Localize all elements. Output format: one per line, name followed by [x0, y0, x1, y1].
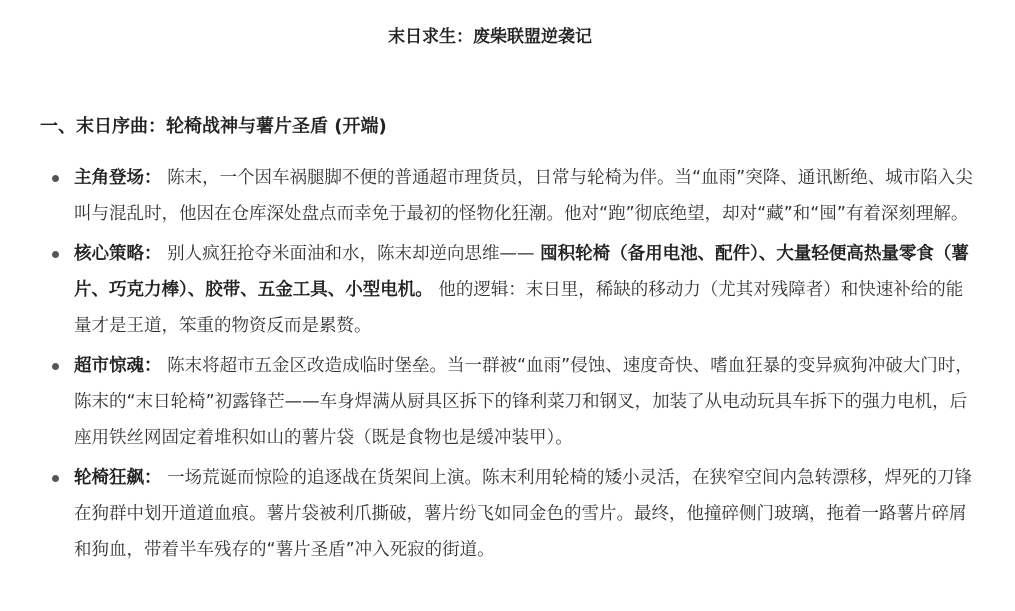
- item-text: 他的逻辑：末日里，稀缺的移动力（尤其对残障者）和快速补给的能量才是王道，笨重的物资反而是累赘。: [74, 280, 964, 336]
- item-bold-text: 囤积轮椅（备用电池、配件）、大量轻便高热量零食（薯片、巧克力棒）、胶带、五金工具、小型电机。: [74, 244, 969, 300]
- item-label: 超市惊魂：: [74, 356, 162, 376]
- item-text: 陈末将超市五金区改造成临时堡垒。当一群被“血雨”侵蚀、速度奇快、嗜血狂暴的变异疯狗冲破大门时，陈末的“末日轮椅”初露锋芒——车身焊满从厨具区拆下的锋利菜刀和钢叉，加装了从电动玩具车拆下的强力电机，后座用铁丝网固定着堆积如山的薯片袋（既是食物也是缓冲装甲）。: [74, 356, 973, 448]
- item-label: 主角登场：: [74, 168, 162, 188]
- list-item-supermarket: [0, 348, 1015, 456]
- item-label: 核心策略：: [74, 244, 162, 264]
- list-item-protagonist: [0, 160, 1015, 232]
- item-text: 别人疯狂抢夺米面油和水，陈末却逆向思维——: [161, 244, 541, 264]
- item-text: 一场荒诞而惊险的追逐战在货架间上演。陈末利用轮椅的矮小灵活，在狭窄空间内急转漂移，焊死的刀锋在狗群中划开道道血痕。薯片袋被利爪撕破，薯片纷飞如同金色的雪片。最终，他撞碎侧门玻璃，拖着一路薯片碎屑和狗血，带着半车残存的“薯片圣盾”冲入死寂的街道。: [74, 468, 973, 560]
- list-item-wheelchair-chase: [0, 460, 1015, 568]
- document-title: 末日求生：废柴联盟逆袭记: [388, 27, 592, 47]
- section-heading: 一、末日序曲：轮椅战神与薯片圣盾 (开端): [40, 116, 387, 137]
- bullet-dot-icon: [52, 475, 59, 482]
- bullet-dot-icon: [52, 363, 59, 370]
- bullet-dot-icon: [52, 251, 59, 258]
- item-label: 轮椅狂飙：: [74, 468, 162, 488]
- item-text: 陈末，一个因车祸腿脚不便的普通超市理货员，日常与轮椅为伴。当“血雨”突降、通讯断绝、城市陷入尖叫与混乱时，他因在仓库深处盘点而幸免于最初的怪物化狂潮。他对“跑”彻底绝望，却对“藏”和“囤”有着深刻理解。: [74, 168, 973, 224]
- bullet-list: [0, 160, 1015, 572]
- bullet-dot-icon: [52, 175, 59, 182]
- list-item-strategy: [0, 236, 1015, 344]
